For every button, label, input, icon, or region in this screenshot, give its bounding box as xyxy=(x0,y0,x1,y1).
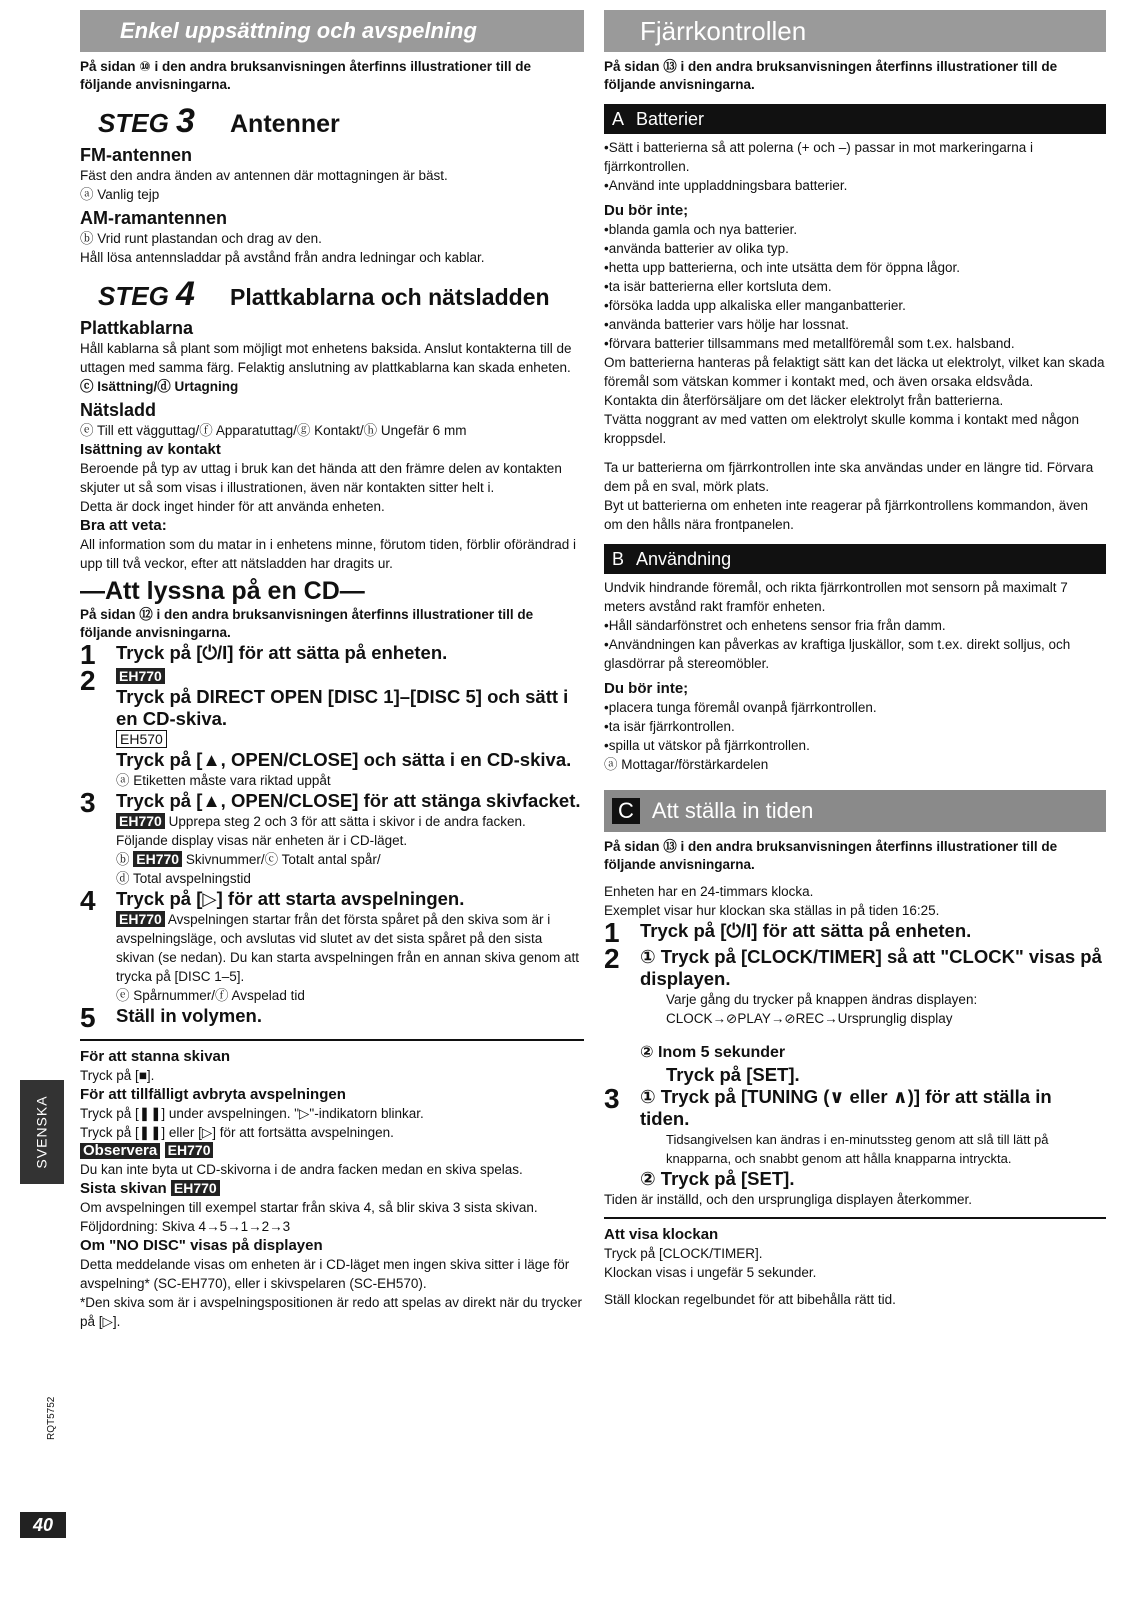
eh570-badge: EH570 xyxy=(116,730,167,748)
section-title-setup: Enkel uppsättning och avspelning xyxy=(80,10,584,52)
nat-note: ⓔ Till ett vägguttag/ⓕ Apparatuttag/ⓖ Kontakt/ⓗ Ungefär 6 mm xyxy=(80,423,467,438)
clock-heading: Att visa klockan xyxy=(604,1226,719,1243)
cd-step-1: 1 Tryck på [⏻/I] för att sätta på enheten. xyxy=(80,639,448,670)
pk-text: Håll kablarna så plant som möjligt mot enhetens baksida. Anslut kontakterna till de uttagen med samma färg. Felaktig anslutning av plattkablarna kan skada enheten. xyxy=(80,341,572,375)
cd-heading: —Att lyssna på en CD— xyxy=(80,577,365,605)
fm-note: ⓐ Vanlig tejp xyxy=(80,187,160,202)
bra-heading: Bra att veta: xyxy=(80,517,167,534)
eh770-badge: EH770 xyxy=(116,668,165,684)
steg3-heading: STEG 3 Antenner xyxy=(98,102,340,140)
right-column: Fjärrkontrollen På sidan ⑬ i den andra bruksanvisningen återfinns illustrationer till de följande anvisningarna. A Batterier •Sätt i batterierna så att polerna (+ och –) passar in mot markeringarna i fjärrkontrollen. •Använd inte uppladdningsbara batterier. Du bör inte; •blanda gamla och nya batterier. •använda batterier av olika typ. •hetta upp batterierna, och inte utsätta dem för öppna lågor. •ta isär batterierna eller kortsluta dem. •försöka ladda upp alkaliska eller manganbatterier. •använda batterier vars hölje har lossnat. •förvara batterier tillsammans med metallföremål som t.ex. halsband. Om batterierna hanteras på felaktigt sätt kan det läcka ut elektrolyt, vilket kan skada föremål som vätskan kommer i kontakt med, och även orsaka eldsvåda. Kontakta din återförsäljare om det läcker elektrolyt från batterierna. Tvätta noggrant av med vatten om elektrolyt skulle komma i kontakt med någon kroppsdel. Ta ur batterierna om fjärrkontrollen inte ska användas under en längre tid. Förvara dem på en sval, mörk plats. Byt ut batterierna om enheten inte reagerar på fjärrkontrollens kommandon, även om den hålls nära frontpanelen. B Användning Undvik hindrande föremål, och rikta fjärrkontrollen mot sensorn på maximalt 7 meters avstånd rakt framför enheten. •Håll sändarfönstret och enhetens sensor fria från damm. •Användningen kan påverkas av kraftiga ljuskällor, som t.ex. direkt solljus, och glasdörrar på stereomöbler. Du bör inte; •placera tunga föremål ovanpå fjärrkontrollen. •ta isär fjärrkontrollen. •spilla ut vätskor på fjärrkontrollen. ⓐ Mottagar/förstärkardelen C Att ställa in tiden På sidan ⑬ i den andra bruksanvisningen återfinns illustrationer till de följande anvisningarna. Enheten har en 24-timmars klocka. Exemplet visar hur klockan ska ställas in på tiden 16:25. 1 Tryck på [⏻/I] för att sätta på enheten. 2 ① Tryck på [CLOCK/TIMER] så att "CLOCK" visas på displayen. Varje gång du trycker på knappen ändras displayen: CLOCK→⊘PLAY→⊘REC→Ursprunglig display ② Inom 5 sekunder Tryck på [SET]. 3 ① Tryck på [TUNING (∨ eller ∧)] för att ställa in tiden. Tidsangivelsen kan ändras i en-minutssteg genom att slå till lätt på knapparna, och snabbt genom att hålla knapparna intryckta. ② Tryck på [SET]. Tiden är inställd, och den ursprungliga displayen återkommer. Att visa klockan Tryck på [CLOCK/TIMER]. Klockan visas i ungefär 5 sekunder. Ställ klockan regelbundet för att bibehålla rätt tid. xyxy=(604,10,1106,1309)
observe-badge: Observera xyxy=(80,1143,160,1159)
nodisc-heading: Om "NO DISC" visas på displayen xyxy=(80,1237,323,1254)
fm-heading: FM-antennen xyxy=(80,145,192,165)
isatt-text: Beroende på typ av uttag i bruk kan det hända att den främre delen av kontakten skjuter ut så som visas i illustrationen, även när kontakten sitter helt i. xyxy=(80,461,562,495)
clock-step-3: 3 ① Tryck på [TUNING (∨ eller ∧)] för att ställa in tiden. Tidsangivelsen kan ändras i en-minutssteg genom att slå till lätt på knapparna, och snabbt genom att hålla knapparna intryckta. ② Tryck på [SET]. xyxy=(604,1083,1052,1189)
section-title-remote: Fjärrkontrollen xyxy=(604,10,1106,52)
clock-step-1: 1 Tryck på [⏻/I] för att sätta på enheten. xyxy=(604,917,972,948)
pause-heading: För att tillfälligt avbryta avspelningen xyxy=(80,1086,346,1103)
cd-intro: På sidan ⑫ i den andra bruksanvisningen återfinns illustrationer till de följande anvisningarna. xyxy=(80,607,534,640)
divider xyxy=(80,1039,584,1041)
intro-note: På sidan ⑩ i den andra bruksanvisningen återfinns illustrationer till de följande anvisningarna. xyxy=(80,59,532,92)
section-a-bar: A Batterier xyxy=(604,104,1106,134)
section-c-bar: C Att ställa in tiden xyxy=(604,790,1106,832)
am-note: ⓑ Vrid runt plastandan och drag av den. xyxy=(80,231,322,246)
cd-step-4: 4 Tryck på [▷] för att starta avspelningen. EH770 Avspelningen startar från det första spåret på den skiva som är i avspelningsläge, och avslutas vid slutet av det sista spåret på den sista skivan (se nedan). Du kan starta avspelningen från en annan skiva genom att trycka på [DISC 1–5]. ⓔ Spårnummer/ⓕ Avspelad tid xyxy=(80,885,580,1003)
steg4-heading: STEG 4 Plattkablarna och nätsladden xyxy=(98,275,550,313)
clock-step-2: 2 ① Tryck på [CLOCK/TIMER] så att "CLOCK" visas på displayen. Varje gång du trycker på knappen ändras displayen: CLOCK→⊘PLAY→⊘REC→Ursprunglig display ② Inom 5 sekunder Tryck på [SET]. xyxy=(604,943,1102,1085)
last-heading: Sista skivan xyxy=(80,1180,167,1197)
doc-code: RQT5752 xyxy=(46,1396,57,1440)
language-tab: SVENSKA xyxy=(20,1080,64,1184)
isatt-heading: Isättning av kontakt xyxy=(80,441,221,458)
section-b-bar: B Användning xyxy=(604,544,1106,574)
cd-step-5: 5 Ställ in volymen. xyxy=(80,1002,262,1033)
cd-step-2: 2 EH770 Tryck på DIRECT OPEN [DISC 1]–[DISC 5] och sätt i en CD-skiva. EH570 Tryck på [▲, OPEN/CLOSE] och sätta i en CD-skiva. ⓐ Etiketten måste vara riktad uppåt xyxy=(80,665,572,788)
page-number: 40 xyxy=(20,1512,66,1538)
bra-text: All information som du matar in i enhetens minne, förutom tiden, förblir oförändrad i upp till två veckor, efter att nätsladden har dragits ur. xyxy=(80,537,576,571)
nat-heading: Nätsladd xyxy=(80,400,157,420)
stop-heading: För att stanna skivan xyxy=(80,1048,231,1065)
divider xyxy=(604,1217,1106,1219)
am-text: Håll lösa antennsladdar på avstånd från andra ledningar och kablar. xyxy=(80,250,485,265)
fm-text: Fäst den andra änden av antennen där mottagningen är bäst. xyxy=(80,168,448,183)
am-heading: AM-ramantennen xyxy=(80,208,228,228)
cd-step-3: 3 Tryck på [▲, OPEN/CLOSE] för att stänga skivfacket. EH770 Upprepa steg 2 och 3 för att sätta i skivor i de andra facken. Följande display visas när enheten är i CD-läget. ⓑ EH770 Skivnummer/ⓒ Totalt antal spår/ ⓓ Total avspelningstid xyxy=(80,787,581,886)
remote-intro: På sidan ⑬ i den andra bruksanvisningen återfinns illustrationer till de följande anvisningarna. xyxy=(604,59,1058,92)
pk-note: ⓒ Isättning/ⓓ Urtagning xyxy=(80,379,239,394)
left-column: Enkel uppsättning och avspelning På sidan ⑩ i den andra bruksanvisningen återfinns illustrationer till de följande anvisningarna. STEG 3 Antenner FM-antennen Fäst den andra änden av antennen där mottagningen är bäst. ⓐ Vanlig tejp AM-ramantennen ⓑ Vrid runt plastandan och drag av den. Håll lösa antennsladdar på avstånd från andra ledningar och kablar. STEG 4 Plattkablarna och nätsladden Plattkablarna Håll kablarna så plant som möjligt mot enhetens baksida. Anslut kontakterna till de uttagen med samma färg. Felaktig anslutning av plattkablarna kan skada enheten. ⓒ Isättning/ⓓ Urtagning Nätsladd ⓔ Till ett vägguttag/ⓕ Apparatuttag/ⓖ Kontakt/ⓗ Ungefär 6 mm Isättning av kontakt Beroende på typ av uttag i bruk kan det hända att den främre delen av kontakten skjuter ut så som visas i illustrationen, även när kontakten sitter helt i. Detta är dock inget hinder för att använda enheten. Bra att veta: All information som du matar in i enhetens minne, förutom tiden, förblir oförändrad i upp till två veckor, efter att nätsladden har dragits ur. —Att lyssna på en CD— På sidan ⑫ i den andra bruksanvisningen återfinns illustrationer till de följande anvisningarna. 1 Tryck på [⏻/I] för att sätta på enheten. 2 EH770 Tryck på DIRECT OPEN [DISC 1]–[DISC 5] och sätt i en CD-skiva. EH570 Tryck på [▲, OPEN/CLOSE] och sätta i en CD-skiva. ⓐ Etiketten måste vara riktad uppåt 3 Tryck på [▲, OPEN/CLOSE] för att stänga skivfacket. EH770 Upprepa steg 2 och 3 för att sätta i skivor i de andra facken. Följande display visas när enheten är i CD-läget. ⓑ EH770 Skivnummer/ⓒ Totalt antal spår/ ⓓ Total avspelningstid 4 Tryck på [▷] för att starta avspelningen. EH770 Avspelningen startar från det första spåret på den skiva som är i avspelningsläge, och avslutas vid slutet av det sista spåret på den sista skivan (se nedan). Du kan starta avspelningen från en annan skiva genom att trycka på [DISC 1–5]. ⓔ Spårnummer/ⓕ Avspelad tid 5 Ställ in volymen. För att stanna skivan Tryck på [■]. För att tillfälligt avbryta avspelningen Tryck på [❚❚] under avspelningen. "▷"-indikatorn blinkar. Tryck på [❚❚] eller [▷] för att fortsätta avspelningen. Observera EH770 Du kan inte byta ut CD-skivorna i de andra facken medan en skiva spelas. Sista skivan EH770 Om avspelningen till exempel startar från skiva 4, så blir skiva 3 sista skivan. Följdordning: Skiva 4→5→1→2→3 Om "NO DISC" visas på displayen Detta meddelande visas om enheten är i CD-läget men ingen skiva sitter i läge för avspelning* (SC-EH770), eller i skivspelaren (SC-EH570). *Den skiva som är i avspelningspositionen är redo att spelas av direkt när du trycker på [▷]. xyxy=(80,10,584,1331)
isatt-text2: Detta är dock inget hinder för att använda enheten. xyxy=(80,499,385,514)
pk-heading: Plattkablarna xyxy=(80,318,194,338)
